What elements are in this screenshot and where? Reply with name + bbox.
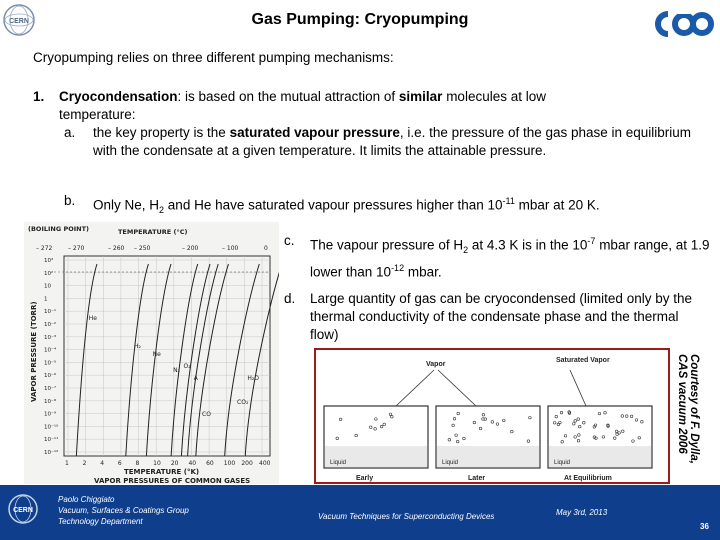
top-tick: – 260 — [108, 245, 125, 252]
gas-label: H₂ — [134, 343, 141, 350]
courtesy-note — [676, 354, 704, 464]
gas-label: A — [193, 375, 198, 382]
gas-label: Ne — [152, 351, 161, 358]
sub-a-text — [93, 124, 693, 160]
chart-top-axis-label: TEMPERATURE (°C) — [118, 228, 188, 236]
gas-label: CO — [202, 411, 211, 418]
author-group: Vacuum, Surfaces & Coatings Group — [58, 506, 189, 515]
condensation-illustration — [314, 348, 670, 484]
courtesy-line-2: CAS vacuum 2006 — [676, 354, 688, 454]
y-tick: 10² — [44, 270, 54, 277]
gas-label: O₂ — [183, 363, 191, 370]
sub-b-text-b: and He have saturated vapour pressures higher than 10 — [164, 197, 503, 213]
illus-vapor-label: Vapor — [426, 361, 446, 368]
y-tick: 10⁻³ — [44, 334, 57, 341]
slide-title: Gas Pumping: Cryopumping — [251, 11, 469, 28]
sub-b-text-a: Only Ne, H — [93, 197, 160, 213]
sub-a-label: a. — [64, 125, 76, 140]
y-tick: 10⁻¹ — [44, 309, 57, 316]
footer-cern-logo — [6, 492, 40, 526]
y-tick: 10⁻⁹ — [44, 411, 57, 418]
footer-author — [58, 494, 189, 527]
stage-label-early: Early — [356, 475, 374, 482]
courtesy-line-1: Courtesy of F. Dylla, — [688, 354, 700, 464]
chart-boiling-point-label: (BOILING POINT) — [28, 225, 90, 233]
sub-c-text-c: mbar range, at 1.9 lower than 10 — [310, 237, 710, 280]
chart-x-axis-label: TEMPERATURE (°K) — [124, 468, 200, 476]
illus-cells — [324, 406, 652, 468]
y-tick: 10⁻¹⁰ — [44, 424, 59, 431]
x-tick: 100 — [223, 460, 236, 467]
sub-c-text-b: at 4.3 K is in the 10 — [468, 237, 588, 253]
sub-c-label: c. — [284, 233, 295, 248]
svg-text:CERN: CERN — [9, 18, 29, 25]
illus-saturated-label: Saturated Vapor — [556, 357, 610, 364]
term-cryocondensation: Cryocondensation — [59, 89, 178, 104]
item-1-number: 1. — [33, 89, 45, 104]
sub-b-text-c: mbar at 20 K. — [514, 197, 600, 213]
item-1-text-a: : is based on the mutual attraction of — [177, 89, 399, 104]
sub-a-text-b: , i.e. the pressure of the gas phase in equilibrium with the condensate at a given temperature. It limits the attainable pressure. — [93, 125, 692, 158]
x-tick: 4 — [100, 460, 105, 467]
x-tick: 40 — [188, 460, 197, 467]
sub-c-h-sub: 2 — [463, 245, 469, 256]
y-tick: 10⁻⁶ — [44, 373, 57, 380]
gas-label: He — [88, 315, 97, 322]
sub-d-text: Large quantity of gas can be cryocondensed (limited only by the thermal conductivity of the condensate phase and the thermal flow) — [310, 291, 692, 342]
arrow — [396, 370, 434, 406]
chart-y-axis-label: VAPOR PRESSURE (TORR) — [30, 301, 38, 402]
y-tick: 10³ — [44, 258, 54, 264]
x-tick: 1 — [65, 460, 69, 467]
item-1-emph: similar — [398, 89, 443, 104]
item-1-continuation: temperature: — [59, 107, 136, 122]
sub-b-text — [93, 192, 720, 219]
x-tick: 10 — [153, 460, 161, 467]
x-tick: 400 — [259, 460, 271, 467]
gas-label: N₂ — [173, 367, 181, 374]
sub-c-text — [310, 232, 710, 282]
sub-c-exp1: -7 — [587, 236, 596, 246]
y-tick: 10⁻² — [44, 322, 57, 328]
sub-c-text-a: The vapour pressure of H — [310, 237, 464, 253]
x-tick: 6 — [117, 460, 122, 467]
top-tick: – 100 — [222, 245, 239, 252]
stage-label-later: Later — [468, 475, 486, 482]
y-tick: 10⁻¹¹ — [44, 437, 59, 444]
item-1-text-b: molecules at low — [442, 89, 546, 104]
x-tick: 60 — [206, 460, 214, 467]
y-tick: 10⁻⁷ — [44, 386, 57, 392]
author-name: Paolo Chiggiato — [58, 495, 115, 504]
sub-b-exp: -11 — [502, 196, 515, 206]
sub-d-label: d. — [284, 291, 296, 306]
y-tick: 1 — [44, 296, 48, 303]
x-tick: 8 — [135, 460, 140, 467]
stage-label-equilibrium: At Equilibrium — [564, 475, 612, 482]
top-tick: – 272 — [36, 245, 53, 252]
vapor-pressure-chart — [24, 222, 279, 484]
x-tick: 20 — [170, 460, 179, 467]
sub-a-emph: saturated vapour pressure — [229, 125, 400, 140]
top-tick: 0 — [264, 245, 268, 252]
x-tick: 2 — [82, 460, 87, 467]
liquid-label: Liquid — [442, 460, 459, 466]
y-tick: 10⁻⁸ — [44, 398, 57, 405]
illustration-svg — [316, 350, 668, 482]
footer-event-title: Vacuum Techniques for Superconducting Devices — [318, 512, 495, 521]
x-tick: 200 — [241, 460, 253, 467]
item-1-text — [59, 88, 669, 106]
sub-b-h-sub: 2 — [159, 205, 165, 216]
liquid-label: Liquid — [554, 460, 571, 466]
y-tick: 10⁻¹² — [44, 450, 59, 456]
intro-text: Cryopumping relies on three different pumping mechanisms: — [33, 50, 394, 65]
author-department: Technology Department — [58, 517, 143, 526]
svg-text:CERN: CERN — [13, 507, 33, 514]
arrow — [438, 370, 476, 406]
chart-caption: VAPOR PRESSURES OF COMMON GASES — [94, 477, 251, 484]
arrow — [570, 370, 586, 406]
y-tick: 10⁻⁴ — [44, 347, 57, 354]
sub-c-text-d: mbar. — [404, 264, 442, 280]
sub-b-label: b. — [64, 193, 76, 208]
sub-a-text-a: the key property is the — [93, 125, 230, 140]
y-tick: 10⁻⁵ — [44, 360, 57, 367]
y-tick: 10 — [44, 283, 51, 290]
top-tick: – 200 — [182, 245, 199, 252]
gas-label: H₂O — [247, 375, 259, 382]
page-number: 36 — [700, 522, 709, 531]
illus-stage-labels — [356, 475, 612, 482]
gas-label: CO₂ — [237, 399, 249, 406]
top-tick: – 250 — [134, 245, 151, 252]
footer-date: May 3rd, 2013 — [556, 508, 608, 517]
top-tick: – 270 — [68, 245, 85, 252]
sub-c-exp2: -12 — [391, 263, 405, 274]
liquid-label: Liquid — [330, 460, 347, 466]
